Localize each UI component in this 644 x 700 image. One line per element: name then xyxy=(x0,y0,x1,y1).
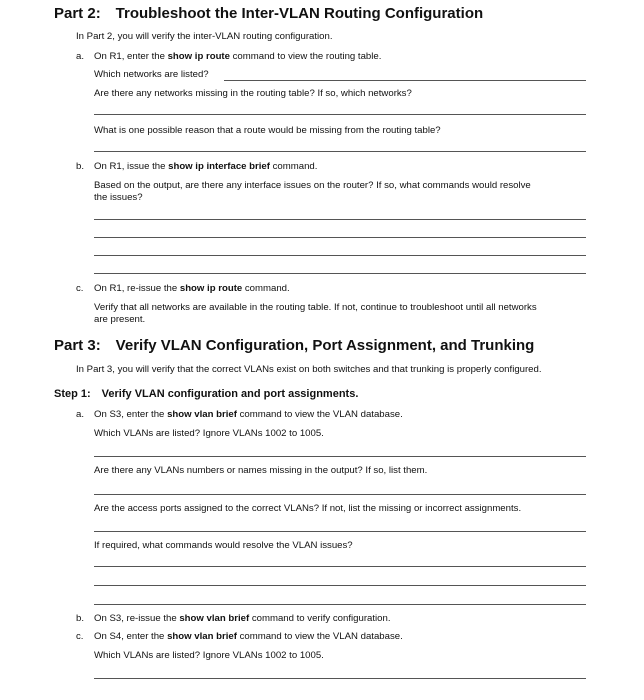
part-2-title: Part 2: Troubleshoot the Inter-VLAN Routing Configuration xyxy=(54,5,484,22)
part-3-b-instruction: On S3, re-issue the show vlan brief command to verify configuration. xyxy=(94,613,391,624)
command-show-ip-route: show ip route xyxy=(167,51,230,62)
question-vlan-commands: If required, what commands would resolve the VLAN issues? xyxy=(94,540,353,551)
part-3-b-marker: b. xyxy=(76,613,85,624)
answer-line[interactable] xyxy=(94,456,586,457)
question-route-missing-reason: What is one possible reason that a route would be missing from the routing table? xyxy=(94,125,441,136)
answer-line[interactable] xyxy=(94,678,586,679)
question-vlans-listed-s4: Which VLANs are listed? Ignore VLANs 1002 to 1005. xyxy=(94,650,324,661)
part-2-a-instruction: On R1, enter the show ip route command to view the routing table. xyxy=(94,51,382,62)
part-2-b-instruction: On R1, issue the show ip interface brief command. xyxy=(94,161,318,172)
question-vlans-listed: Which VLANs are listed? Ignore VLANs 1002 to 1005. xyxy=(94,428,324,439)
answer-line[interactable] xyxy=(94,585,586,586)
question-interface-issues-cont: the issues? xyxy=(94,192,143,203)
answer-line[interactable] xyxy=(94,531,586,532)
part-2-c-instruction: On R1, re-issue the show ip route command. xyxy=(94,283,290,294)
answer-line[interactable] xyxy=(94,604,586,605)
part-3-a-instruction: On S3, enter the show vlan brief command to view the VLAN database. xyxy=(94,409,403,420)
step-1-title: Step 1: Verify VLAN configuration and port assignments. xyxy=(54,388,359,400)
part-3-title: Part 3: Verify VLAN Configuration, Port Assignment, and Trunking xyxy=(54,337,535,354)
question-interface-issues: Based on the output, are there any interface issues on the router? If so, what commands would resolve xyxy=(94,180,531,191)
question-networks-missing: Are there any networks missing in the routing table? If so, which networks? xyxy=(94,88,412,99)
answer-line-inline[interactable] xyxy=(224,80,586,81)
command-show-vlan-brief: show vlan brief xyxy=(167,409,237,420)
part-3-intro: In Part 3, you will verify that the correct VLANs exist on both switches and that trunking is properly configured. xyxy=(76,364,542,375)
answer-line[interactable] xyxy=(94,494,586,495)
part-3-a-marker: a. xyxy=(76,409,85,420)
part-3-c-marker: c. xyxy=(76,631,84,642)
verify-networks-text: Verify that all networks are available in the routing table. If not, continue to troubleshoot until all networks xyxy=(94,302,537,313)
command-show-ip-route: show ip route xyxy=(179,283,243,294)
answer-line[interactable] xyxy=(94,237,586,238)
part-2-c-marker: c. xyxy=(76,283,84,294)
part-2-a-marker: a. xyxy=(76,51,85,62)
command-show-vlan-brief: show vlan brief xyxy=(179,613,250,624)
answer-line[interactable] xyxy=(94,219,586,220)
part-2-b-marker: b. xyxy=(76,161,85,172)
command-show-vlan-brief: show vlan brief xyxy=(167,631,237,642)
answer-line[interactable] xyxy=(94,151,586,152)
answer-line[interactable] xyxy=(94,273,586,274)
answer-line[interactable] xyxy=(94,566,586,567)
verify-networks-text-cont: are present. xyxy=(94,314,146,325)
part-3-c-instruction: On S4, enter the show vlan brief command to view the VLAN database. xyxy=(94,631,403,642)
question-access-ports: Are the access ports assigned to the correct VLANs? If not, list the missing or incorrect assignments. xyxy=(94,503,522,514)
answer-line[interactable] xyxy=(94,255,586,256)
answer-line[interactable] xyxy=(94,114,586,115)
part-2-intro: In Part 2, you will verify the inter-VLAN routing configuration. xyxy=(76,31,333,42)
question-networks-listed: Which networks are listed? xyxy=(94,69,209,80)
command-show-ip-interface-brief: show ip interface brief xyxy=(168,161,270,172)
question-vlans-missing: Are there any VLANs numbers or names missing in the output? If so, list them. xyxy=(94,465,428,476)
